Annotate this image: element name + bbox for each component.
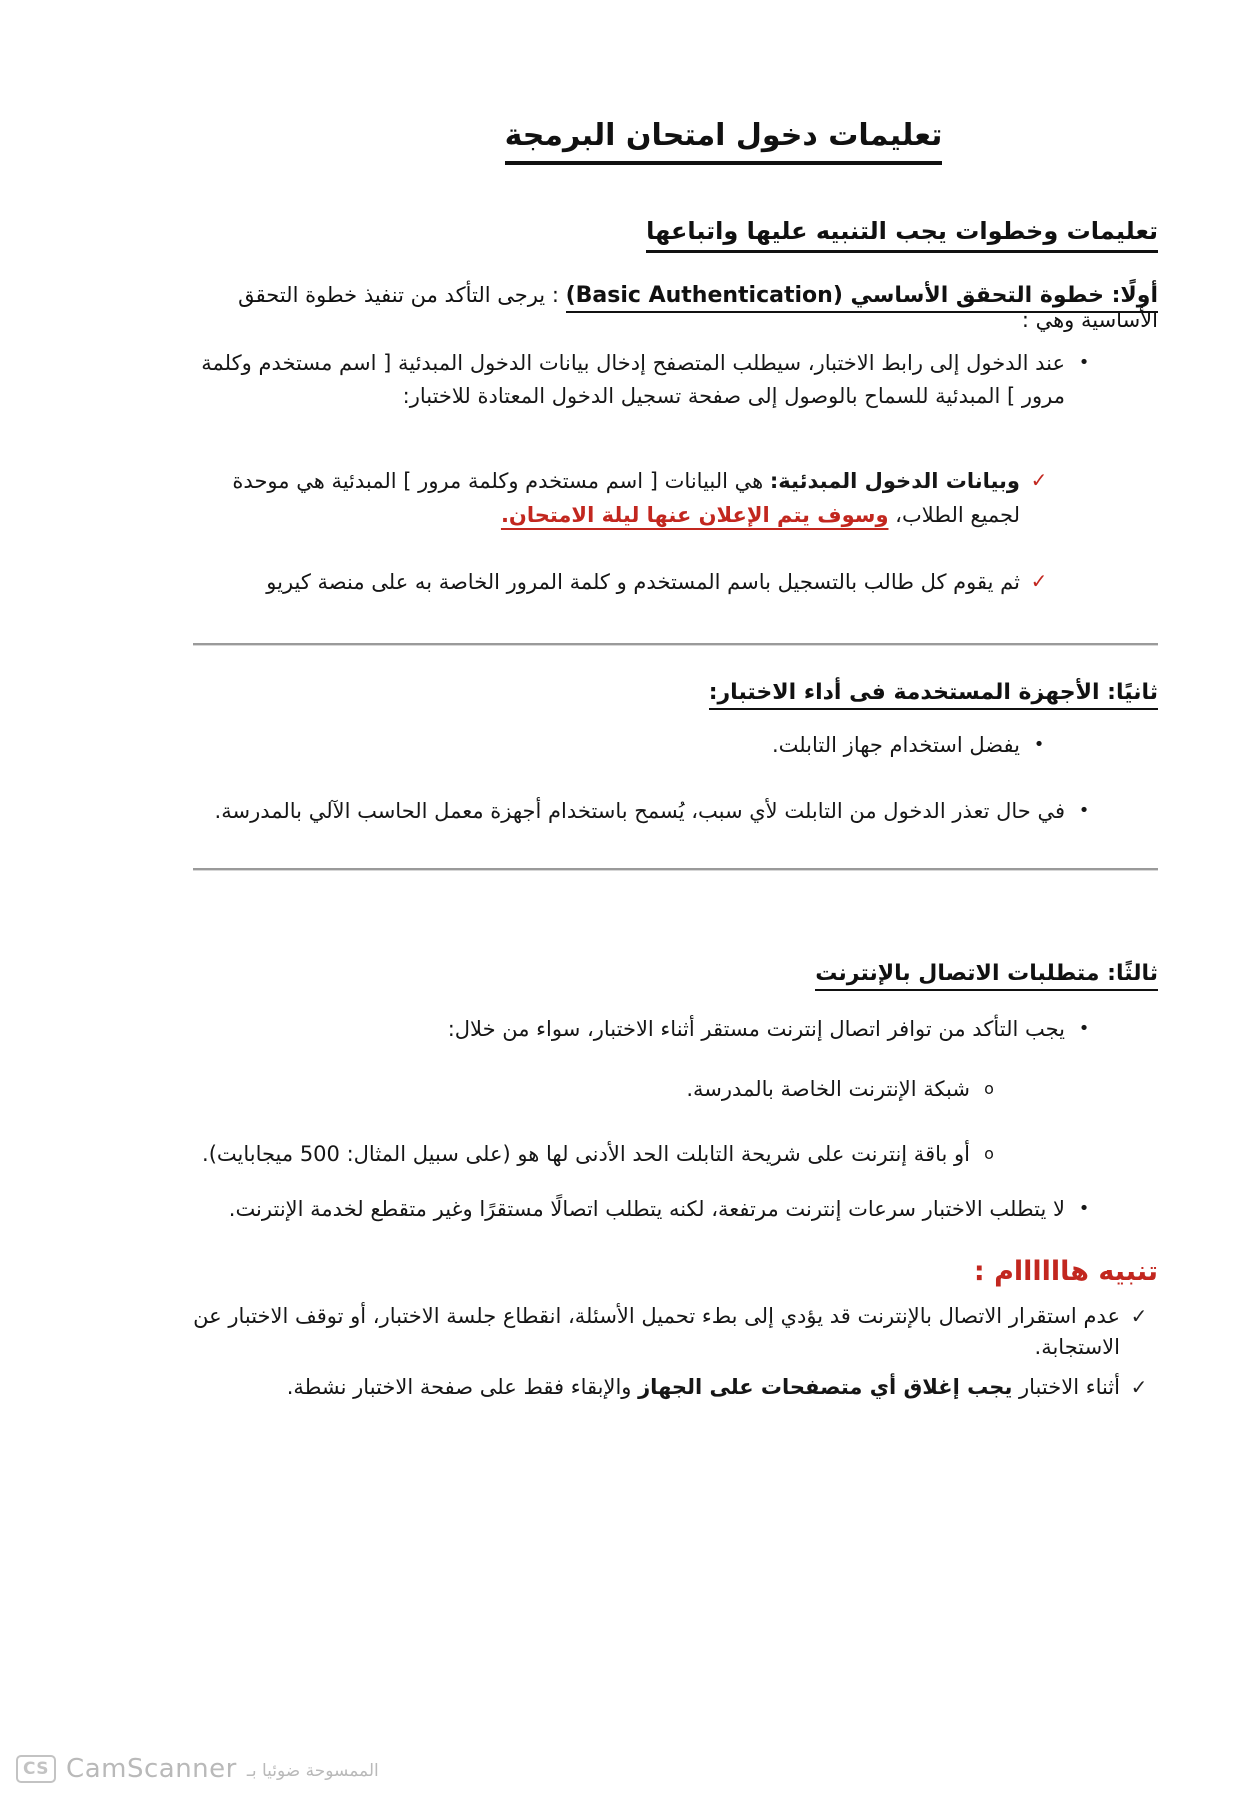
- section3-bullet2-text: لا يتطلب الاختبار سرعات إنترنت مرتفعة، لكنه يتطلب اتصالًا مستقرًا وغير متقطع لخدمة الإنترنت.: [228, 1196, 1065, 1221]
- section-divider: [193, 868, 1158, 871]
- camscanner-watermark: [16, 1754, 379, 1784]
- document-content: [193, 118, 1158, 1403]
- section3-bullet1-text: يجب التأكد من توافر اتصال إنترنت مستقر أثناء الاختبار، سواء من خلال:: [447, 1017, 1065, 1042]
- section1-check1-bold: وبيانات الدخول المبدئية:: [769, 469, 1020, 494]
- checkmark-icon: ✓: [1130, 1374, 1148, 1399]
- bullet-dot-icon: •: [1033, 733, 1045, 755]
- section2-heading: [193, 680, 1158, 705]
- notice-check2-post: والإبقاء فقط على صفحة الاختبار نشطة.: [286, 1374, 639, 1399]
- circle-bullet-icon: o: [984, 1143, 994, 1163]
- notice-check2-bold: يجب إغلاق أي متصفحات على الجهاز: [638, 1374, 1013, 1399]
- camscanner-scanned-with-label: الممسوحة ضوئيا بـ: [246, 1761, 379, 1781]
- section3-bullet2: [193, 1193, 1158, 1226]
- title-block: [241, 118, 1206, 165]
- section2-bullet1: [193, 729, 1158, 762]
- bullet-dot-icon: •: [1078, 352, 1090, 373]
- section1-check1: [193, 465, 1158, 531]
- notice-check2-text: [193, 1372, 1120, 1404]
- page-title: تعليمات دخول امتحان البرمجة: [505, 118, 943, 165]
- bullet-dot-icon: •: [1078, 1197, 1090, 1219]
- section1-heading-rest: : يرجى التأكد من تنفيذ خطوة التحقق الأساسية وهي :: [238, 283, 1158, 332]
- notice-check1: [193, 1301, 1158, 1364]
- section3-heading: [193, 961, 1158, 986]
- bullet-dot-icon: •: [1078, 1018, 1090, 1040]
- notice-check2: [193, 1372, 1158, 1404]
- notice-check1-text: عدم استقرار الاتصال بالإنترنت قد يؤدي إلى بطء تحميل الأسئلة، انقطاع جلسة الاختبار، أو توقف الاختبار عن الاستجابة.: [193, 1303, 1120, 1360]
- section1-check1-body: هي البيانات [ اسم مستخدم وكلمة مرور ] المبدئية هي موحدة لجميع الطلاب،: [232, 469, 1020, 527]
- section3-sub1: [193, 1073, 1158, 1106]
- section1-bullet1-text: عند الدخول إلى رابط الاختبار، سيطلب المتصفح إدخال بيانات الدخول المبدئية [ اسم مستخدم وكلمة مرور ] المبدئية للسماح بالوصول إلى صفحة تسجيل الدخول المعتادة للاختبار:: [201, 351, 1065, 409]
- section3-sub2-text: أو باقة إنترنت على شريحة التابلت الحد الأدنى لها هو (على سبيل المثال: 500 ميجابايت).: [202, 1141, 970, 1166]
- subtitle-block: [193, 217, 1158, 253]
- section1-bullet1: [193, 347, 1158, 413]
- section1-check2-text: ثم يقوم كل طالب بالتسجيل باسم المستخدم و كلمة المرور الخاصة به على منصة كيريو: [266, 569, 1020, 594]
- notice-check2-pre: أثناء الاختبار: [1012, 1374, 1120, 1399]
- section3-sub2: [193, 1138, 1158, 1171]
- checkmark-icon: ✓: [1030, 468, 1048, 493]
- page-subtitle: تعليمات وخطوات يجب التنبيه عليها واتباعها: [646, 217, 1158, 253]
- section-divider: [193, 643, 1158, 646]
- section2-heading-text: ثانيًا: الأجهزة المستخدمة فى أداء الاختبار:: [709, 680, 1158, 710]
- checkmark-icon: ✓: [1030, 568, 1048, 593]
- section2-bullet2: [193, 795, 1158, 828]
- notice-heading: تنبيه هاااااام :: [973, 1255, 1158, 1287]
- section3-sub1-text: شبكة الإنترنت الخاصة بالمدرسة.: [686, 1077, 970, 1102]
- section1-heading: [193, 283, 1158, 333]
- section2-bullet2-text: في حال تعذر الدخول من التابلت لأي سبب، يُسمح باستخدام أجهزة معمل الحاسب الآلي بالمدرسة.: [214, 799, 1065, 824]
- camscanner-icon: CS: [16, 1755, 56, 1783]
- checkmark-icon: ✓: [1130, 1303, 1148, 1328]
- bullet-dot-icon: •: [1078, 800, 1090, 822]
- section1-check1-red: وسوف يتم الإعلان عنها ليلة الامتحان.: [500, 502, 889, 527]
- section1-check1-text: [193, 465, 1020, 531]
- section1-heading-bold: أولًا: خطوة التحقق الأساسي (Basic Authentication): [566, 283, 1158, 313]
- section3-heading-text: ثالثًا: متطلبات الاتصال بالإنترنت: [815, 961, 1158, 991]
- section3-bullet1: [193, 1013, 1158, 1046]
- camscanner-brand: CamScanner: [66, 1754, 237, 1784]
- section2-bullet1-text: يفضل استخدام جهاز التابلت.: [771, 732, 1020, 757]
- circle-bullet-icon: o: [984, 1079, 994, 1099]
- section1-check2: [193, 566, 1158, 599]
